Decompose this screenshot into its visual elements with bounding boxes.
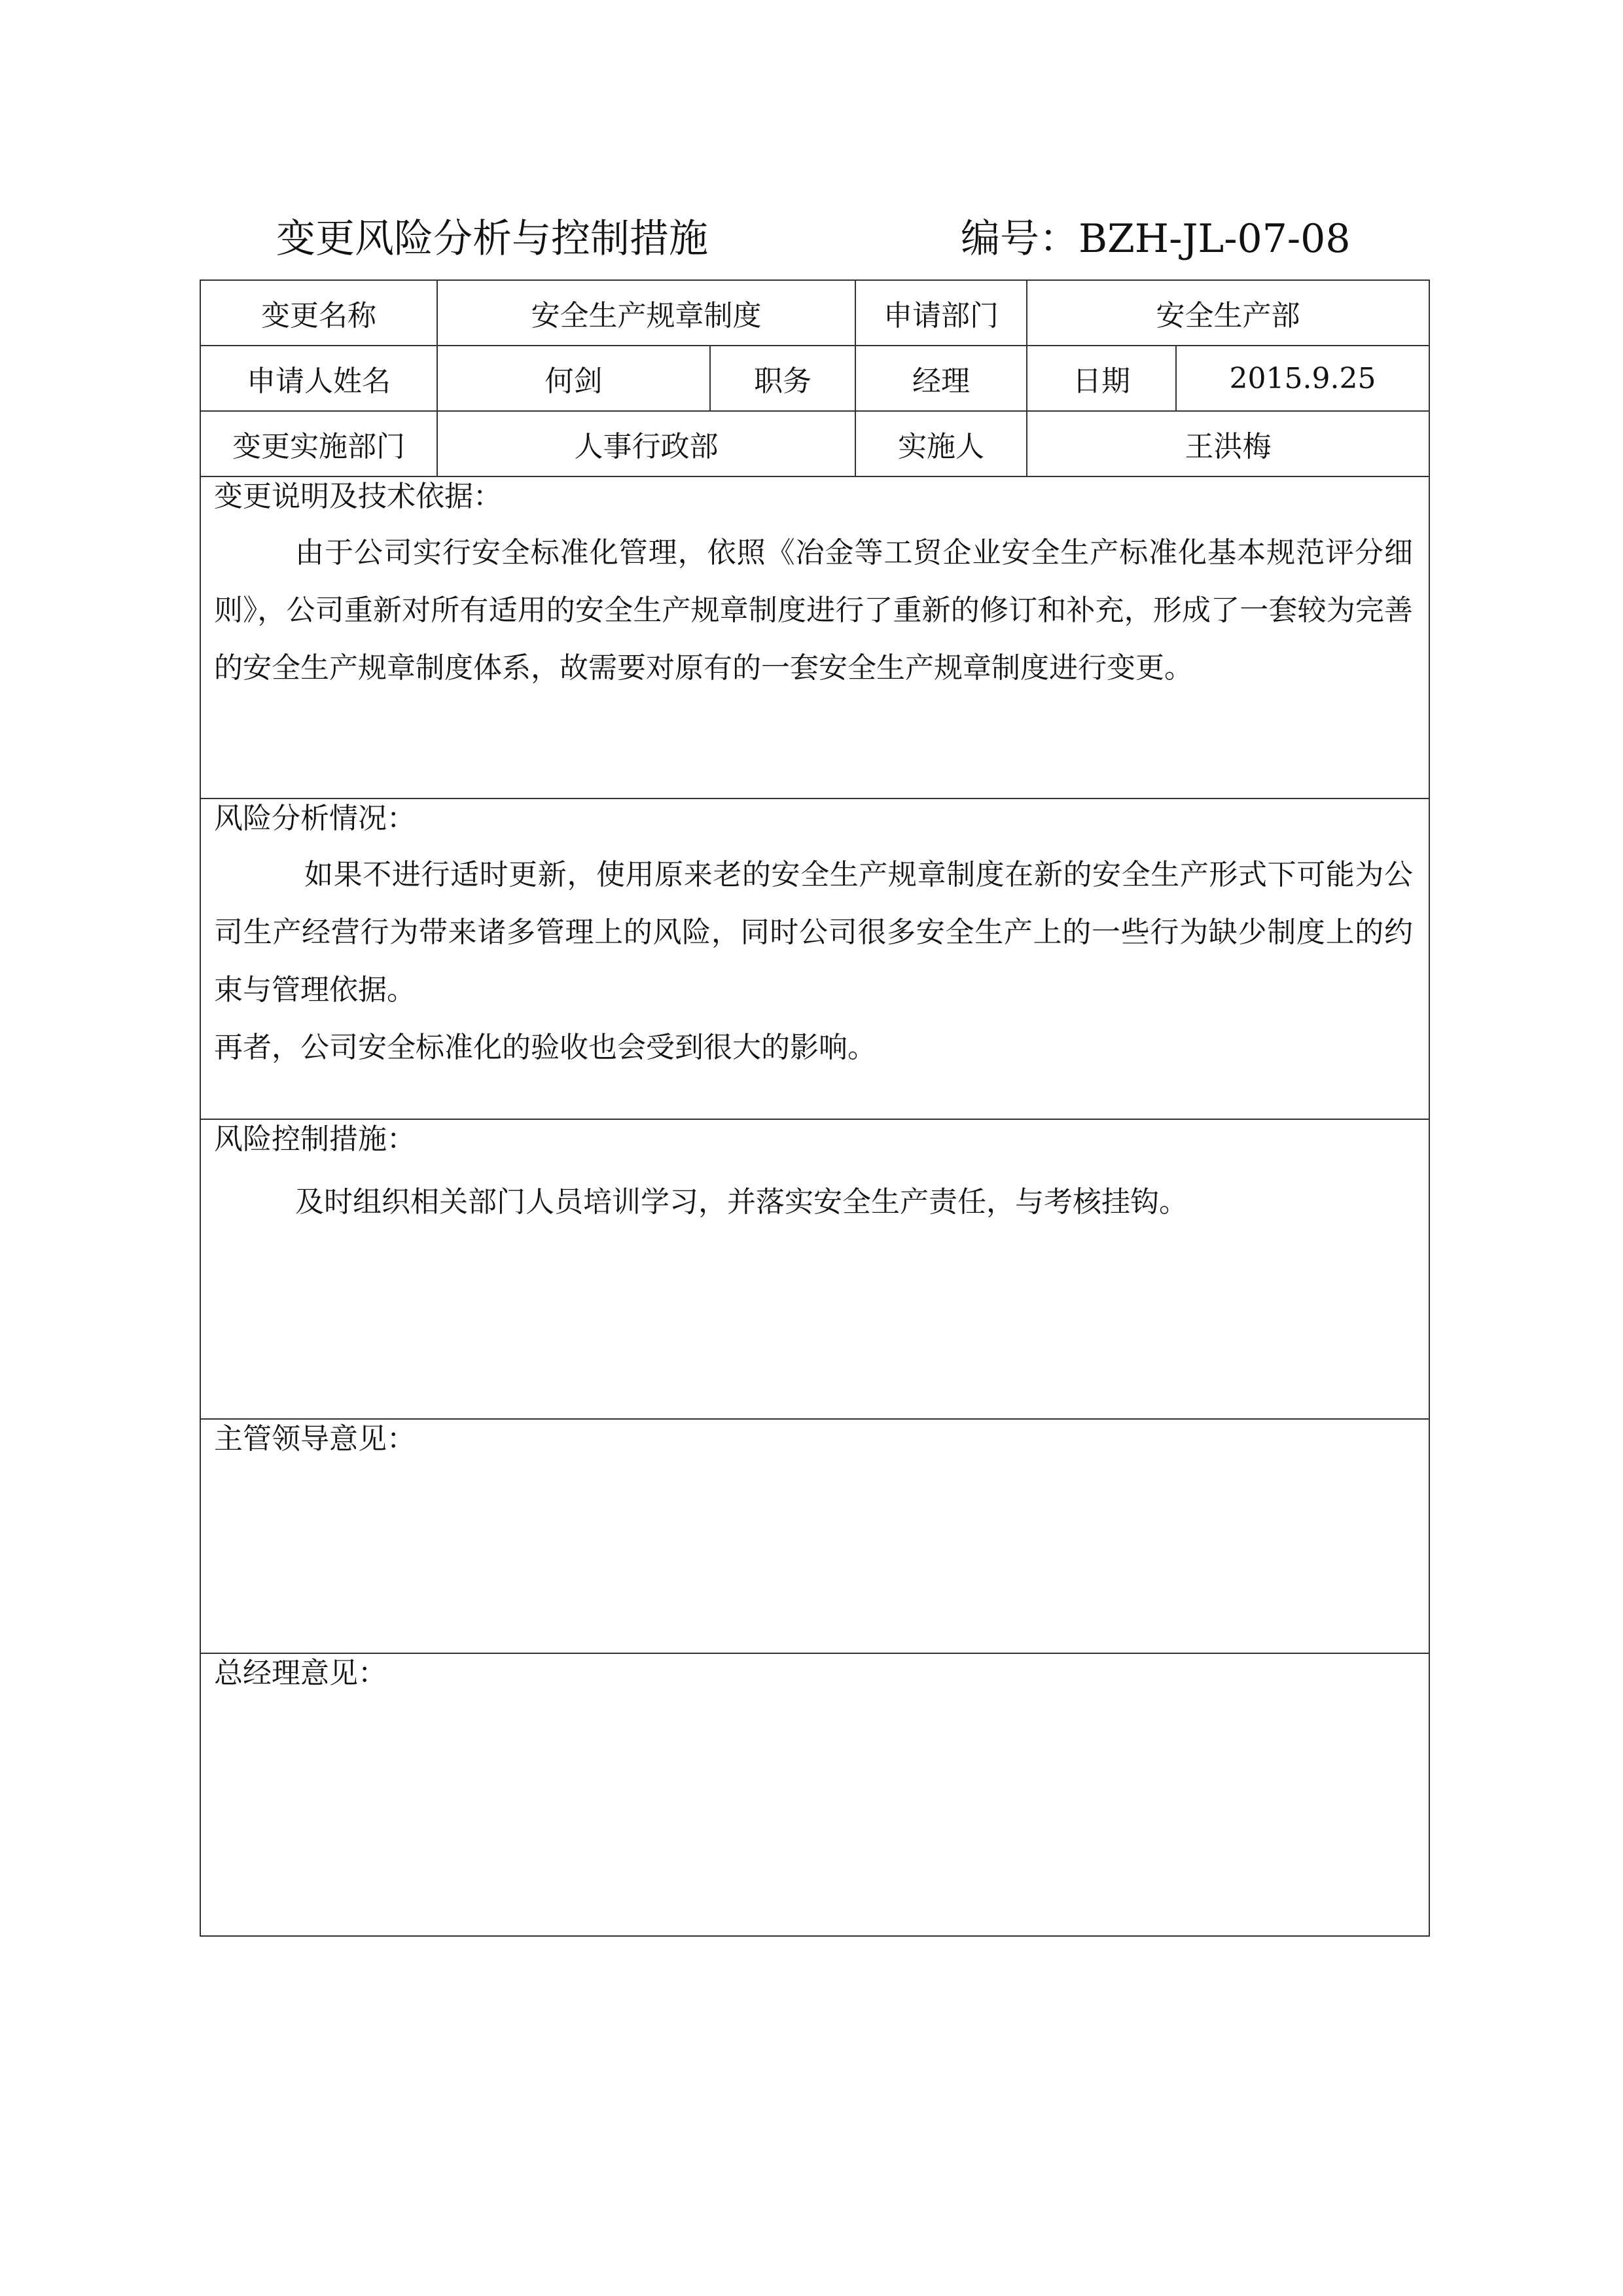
description-heading: 变更说明及技术依据： [214, 480, 502, 513]
risk-control-heading: 风险控制措施： [214, 1122, 416, 1156]
form-row-implementation [200, 411, 1429, 476]
impl-dept-value: 人事行政部 [437, 411, 855, 476]
date-label: 日期 [1027, 346, 1176, 411]
general-manager-opinion-heading: 总经理意见： [214, 1657, 387, 1690]
section-supervisor-row [200, 1419, 1429, 1653]
document-title: 变更风险分析与控制措施 [276, 216, 708, 262]
risk-analysis-text: 如果不进行适时更新，使用原来老的安全生产规章制度在新的安全生产形式下可能为公司生产经营行为带来诸多管理上的风险，同时公司很多安全生产上的一些行为缺少制度上的约束与管理依据。 [214, 858, 1413, 1007]
implementer-value: 王洪梅 [1027, 411, 1429, 476]
document-number: 编号：BZH-JL-07-08 [961, 216, 1351, 262]
risk-control-text: 及时组织相关部门人员培训学习，并落实安全生产责任，与考核挂钩。 [295, 1185, 1188, 1219]
date-value: 2015.9.25 [1176, 346, 1429, 411]
apply-dept-value: 安全生产部 [1027, 280, 1429, 346]
document-header [200, 206, 1423, 272]
section-general-manager-opinion [200, 1653, 1429, 1936]
change-name-value: 安全生产规章制度 [437, 280, 855, 346]
section-risk-control [200, 1119, 1429, 1419]
section-supervisor-opinion [200, 1419, 1429, 1653]
form-row-change-name [200, 280, 1429, 346]
section-risk-analysis-row [200, 798, 1429, 1119]
section-risk-control-row [200, 1119, 1429, 1419]
section-risk-analysis [200, 798, 1429, 1119]
supervisor-opinion-heading: 主管领导意见： [214, 1422, 416, 1456]
position-label: 职务 [710, 346, 855, 411]
implementer-label: 实施人 [855, 411, 1027, 476]
apply-dept-label: 申请部门 [855, 280, 1027, 346]
applicant-label: 申请人姓名 [200, 346, 437, 411]
change-risk-form [200, 279, 1430, 1937]
section-general-manager-row [200, 1653, 1429, 1936]
section-description-row [200, 476, 1429, 798]
applicant-value: 何剑 [437, 346, 710, 411]
description-text: 由于公司实行安全标准化管理，依照《冶金等工贸企业安全生产标准化基本规范评分细则》，公司重新对所有适用的安全生产规章制度进行了重新的修订和补充，形成了一套较为完善的安全生产规章制度体系，故需要对原有的一套安全生产规章制度进行变更。 [214, 536, 1413, 685]
change-name-label: 变更名称 [200, 280, 437, 346]
impl-dept-label: 变更实施部门 [200, 411, 437, 476]
section-description [200, 476, 1429, 798]
risk-analysis-text-2: 再者，公司安全标准化的验收也会受到很大的影响。 [214, 1031, 876, 1064]
form-row-applicant [200, 346, 1429, 411]
risk-analysis-heading: 风险分析情况： [214, 802, 416, 835]
position-value: 经理 [855, 346, 1027, 411]
